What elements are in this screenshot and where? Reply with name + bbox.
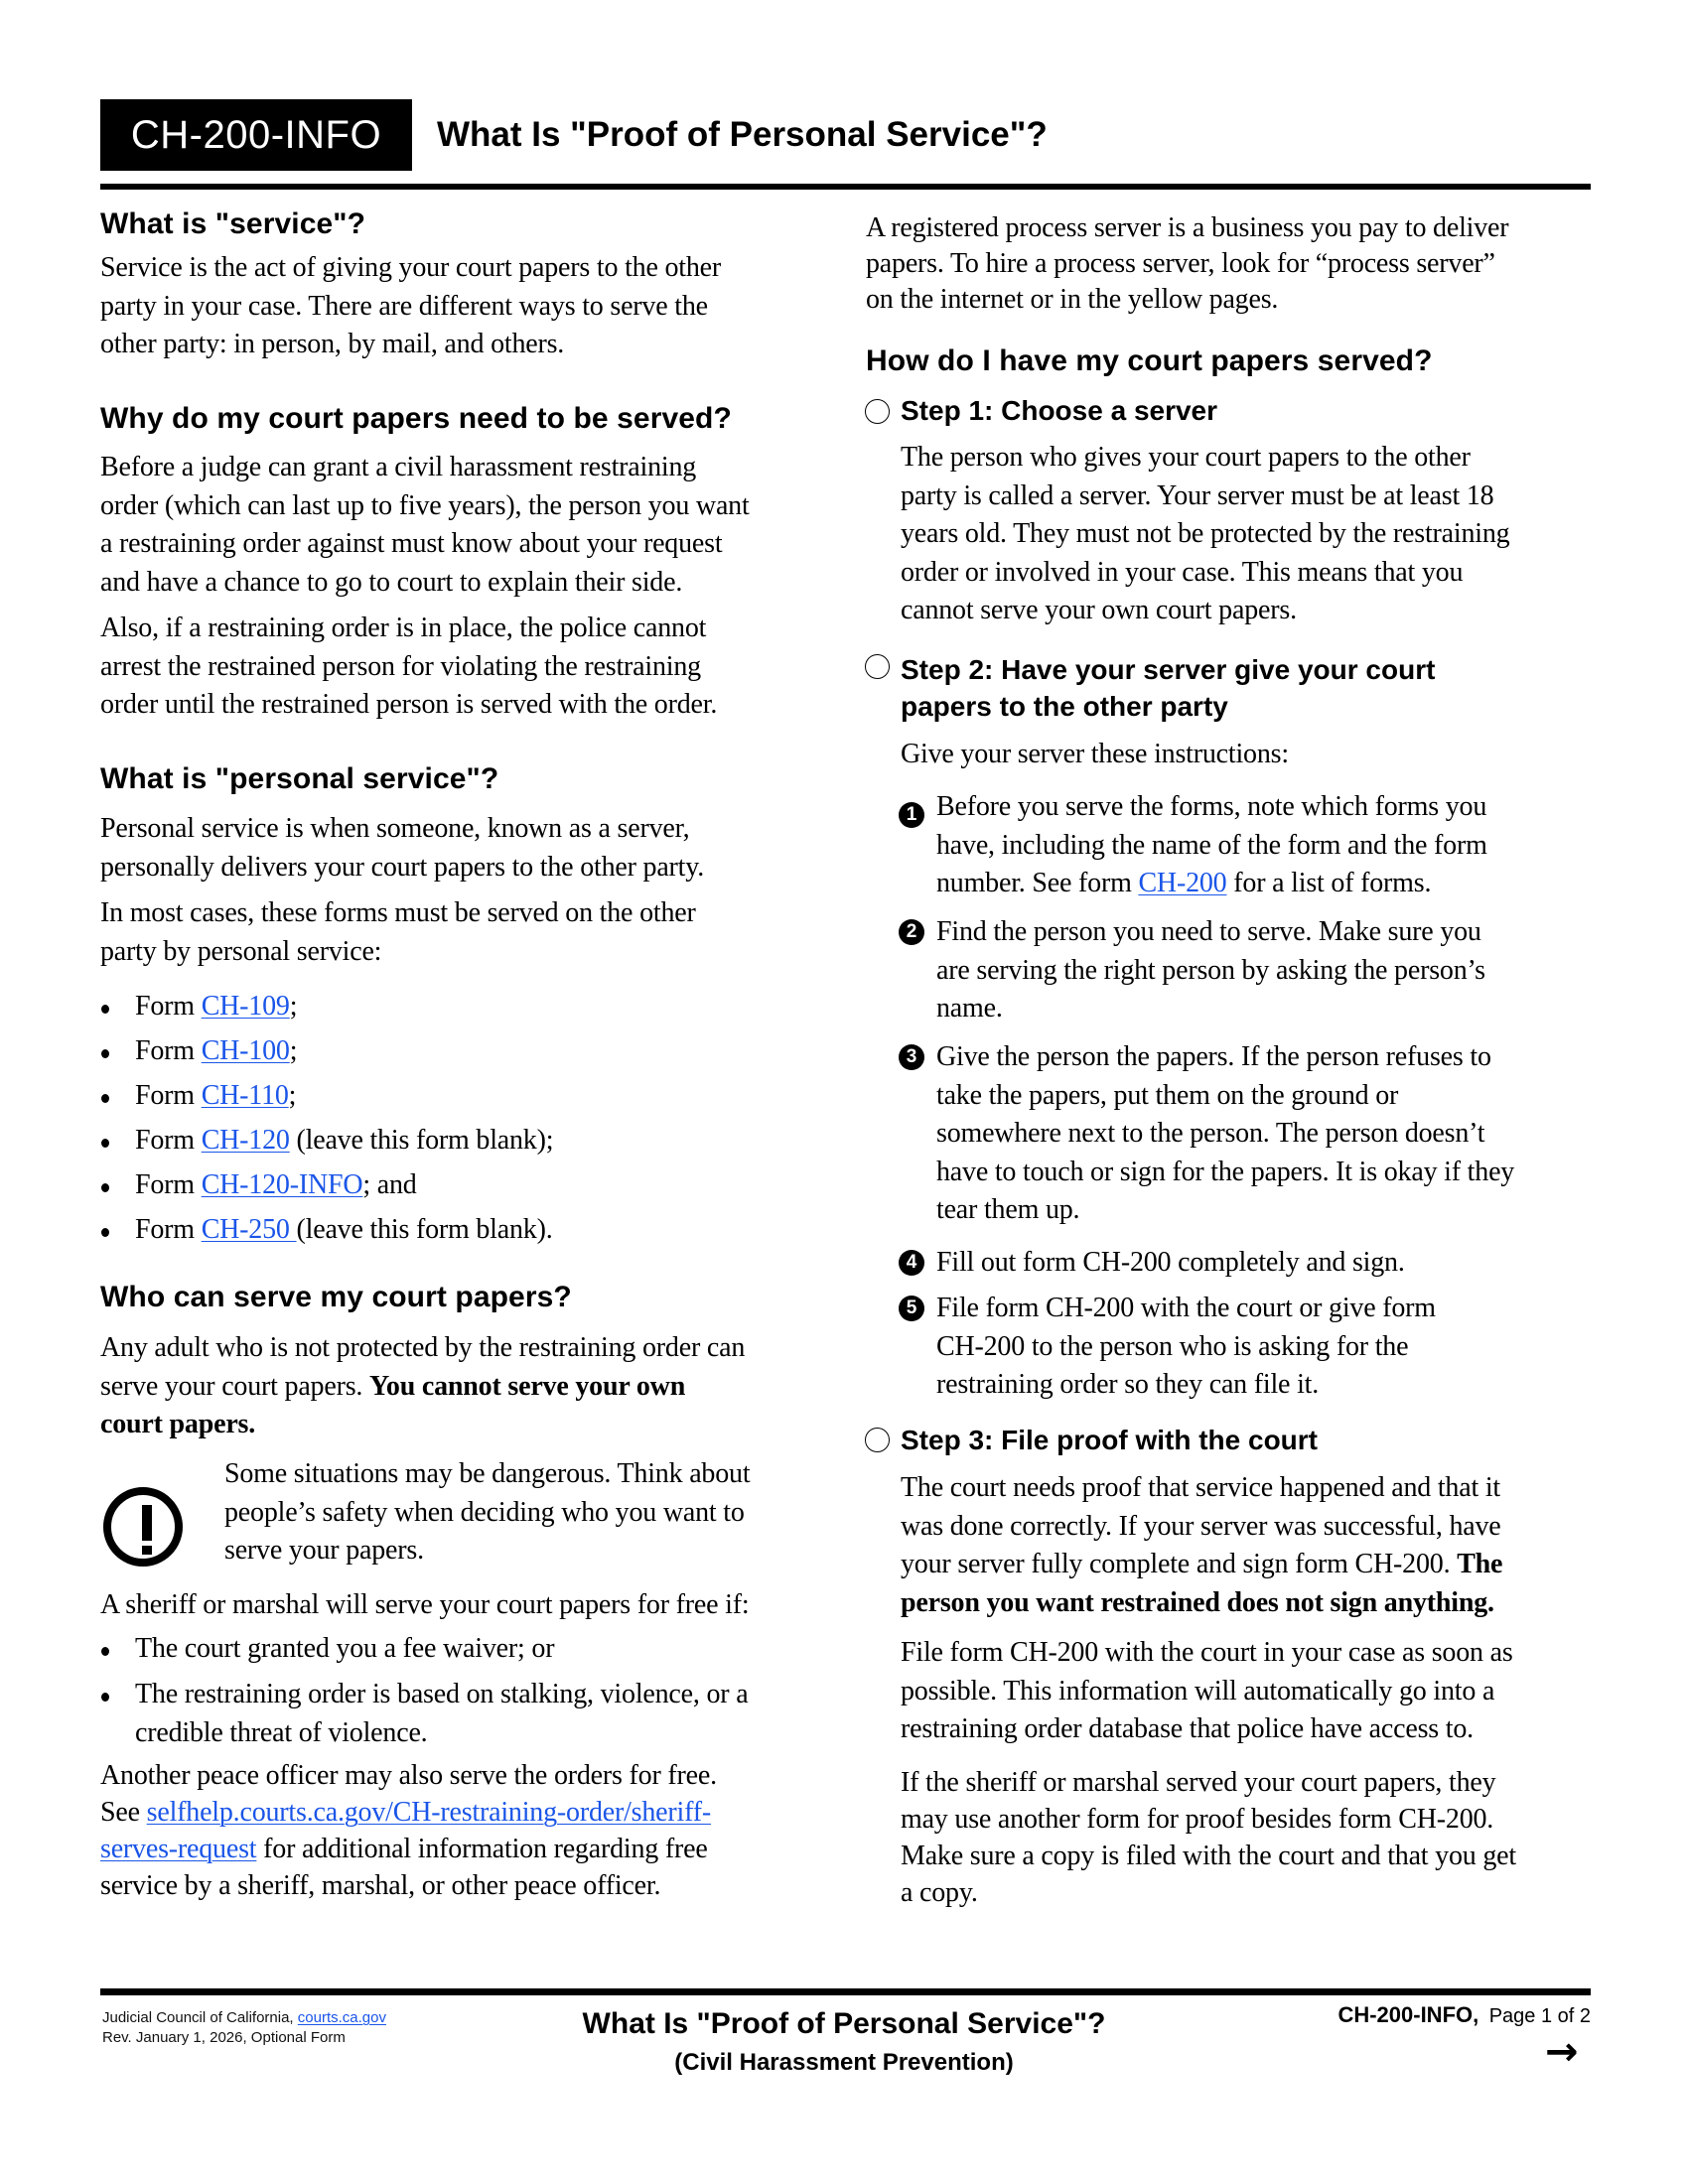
list-item-text: ; — [289, 1035, 298, 1066]
text-line: Before you serve the forms, note which forms you — [936, 791, 1487, 822]
text-line: name. — [936, 993, 1003, 1024]
heading-personal-service: What is "personal service"? — [100, 762, 499, 795]
text-line — [901, 1546, 1502, 1584]
text-line: and have a chance to go to court to explain their side. — [100, 566, 683, 598]
text-line: restraining order so they can file it. — [936, 1369, 1320, 1400]
text-line: may use another form for proof besides form CH-200. — [901, 1804, 1494, 1835]
list-item-text: (leave this form blank). — [296, 1214, 553, 1245]
step3-paragraph-1 — [901, 1469, 1502, 1622]
why-paragraph-1 — [100, 449, 750, 602]
number-2-icon: 2 — [899, 919, 924, 945]
text-line: personally delivers your court papers to the other party. — [100, 851, 705, 883]
text-plain: for a list of forms. — [1226, 868, 1432, 898]
link-ch-109[interactable]: CH-109 — [201, 991, 290, 1022]
text-line: order or involved in your case. This means that you — [901, 556, 1464, 588]
list-item-text: Form — [135, 991, 202, 1022]
text-line: take the papers, put them on the ground or — [936, 1079, 1399, 1111]
text-line: arrest the restrained person for violating the restraining — [100, 650, 701, 682]
step1-title: Step 1: Choose a server — [901, 395, 1218, 426]
text-line: Some situations may be dangerous. Think about — [224, 1458, 751, 1489]
list-item — [100, 988, 297, 1026]
step2-intro — [901, 736, 1289, 774]
text-line: cannot serve your own court papers. — [901, 595, 1297, 625]
instruction-4 — [936, 1244, 1405, 1283]
text-line: Any adult who is not protected by the restraining order can — [100, 1332, 746, 1363]
text-line: have, including the name of the form and the form — [936, 829, 1487, 861]
heading-what-is-service: What is "service"? — [100, 207, 366, 240]
footer-council — [102, 2008, 386, 2028]
link-ch-100[interactable]: CH-100 — [201, 1035, 290, 1066]
courts-ca-gov-link[interactable]: courts.ca.gov — [297, 2009, 386, 2026]
footer-subtitle: (Civil Harassment Prevention) — [674, 2049, 1014, 2076]
bullet-icon — [101, 1228, 109, 1237]
text-line: people’s safety when deciding who you want to — [224, 1496, 745, 1528]
footer-page-info — [1337, 2002, 1591, 2028]
list-item — [100, 1077, 296, 1116]
selfhelp-sheriff-link-cont[interactable]: serves-request — [100, 1834, 257, 1864]
warning-text — [224, 1455, 750, 1570]
list-item — [100, 1676, 748, 1752]
text-line — [901, 1584, 1502, 1623]
heading-why-served: Why do my court papers need to be served? — [100, 402, 732, 435]
text-line: order (which can last up to five years), the person you want — [100, 489, 750, 521]
bullet-icon — [101, 1049, 109, 1058]
text-line: years old. They must not be protected by the restraining — [901, 518, 1510, 549]
list-item — [100, 1211, 553, 1250]
text-line — [100, 1406, 745, 1444]
warning-exclamation-icon — [103, 1487, 183, 1567]
link-ch-200[interactable]: CH-200 — [1138, 868, 1227, 898]
page-number: Page 1 of 2 — [1488, 2005, 1591, 2027]
text-line: Before a judge can grant a civil harassment restraining — [100, 452, 697, 482]
text-line: service by a sheriff, marshal, or other peace officer. — [100, 1870, 661, 1901]
list-item — [100, 1166, 417, 1205]
list-item-text: ; and — [362, 1169, 417, 1200]
process-server-paragraph — [866, 210, 1508, 318]
number-1-icon: 1 — [899, 802, 924, 828]
text-plain: number. See form — [936, 868, 1139, 898]
text-line: CH-200 to the person who is asking for the — [936, 1330, 1409, 1362]
footer-title: What Is "Proof of Personal Service"? — [582, 2007, 1106, 2040]
link-ch-120[interactable]: CH-120 — [201, 1125, 290, 1156]
text-line: somewhere next to the person. The person doesn’t — [936, 1118, 1485, 1149]
personal-paragraph-2 — [100, 894, 696, 971]
text-line: have to touch or sign for the papers. It is okay if they — [936, 1156, 1515, 1187]
list-item-text: Form — [135, 1035, 202, 1066]
text-emphasis: The — [1457, 1549, 1503, 1579]
instruction-3 — [936, 1038, 1514, 1230]
step2-title — [901, 651, 1435, 725]
footer-form-id: CH-200-INFO, — [1337, 2002, 1479, 2027]
number-3-icon: 3 — [899, 1044, 924, 1070]
text-line — [100, 1368, 745, 1407]
text-plain: for additional information regarding free — [256, 1834, 708, 1864]
bullet-icon — [101, 1183, 109, 1192]
link-ch-250[interactable]: CH-250 — [201, 1214, 297, 1245]
step3-checkbox[interactable] — [865, 1428, 890, 1452]
bullet-icon — [101, 1005, 109, 1014]
text-line: Personal service is when someone, known as a server, — [100, 813, 690, 844]
number-4-icon: 4 — [899, 1250, 924, 1276]
list-item-text: (leave this form blank); — [289, 1125, 554, 1156]
list-item-text: Form — [135, 1169, 202, 1200]
list-item-text: The court granted you a fee waiver; or — [135, 1633, 555, 1664]
link-ch-110[interactable]: CH-110 — [201, 1080, 289, 1111]
text-line: a restraining order against must know about your request — [100, 528, 723, 559]
bullet-icon — [101, 1094, 109, 1103]
form-id-badge: CH-200-INFO — [100, 99, 412, 171]
text-line — [100, 1794, 717, 1831]
text-line: Step 2: Have your server give your court — [901, 654, 1436, 685]
step2-checkbox[interactable] — [865, 654, 890, 679]
text-plain: See — [100, 1797, 147, 1828]
personal-paragraph-1 — [100, 810, 704, 887]
selfhelp-sheriff-link[interactable]: selfhelp.courts.ca.gov/CH-restraining-order/sheriff- — [146, 1797, 711, 1828]
text-line: party by personal service: — [100, 935, 382, 967]
header-divider — [100, 184, 1591, 190]
bullet-icon — [101, 1647, 109, 1656]
instruction-1 — [936, 788, 1487, 903]
service-paragraph — [100, 249, 721, 364]
text-line: Make sure a copy is filed with the court and that you get — [901, 1841, 1516, 1871]
list-item-text: ; — [288, 1080, 297, 1111]
text-line: Also, if a restraining order is in place, the police cannot — [100, 613, 707, 643]
forms-list — [100, 988, 795, 1256]
link-ch-120-info[interactable]: CH-120-INFO — [201, 1169, 363, 1200]
text-plain: your server fully complete and sign form CH-200. — [901, 1549, 1458, 1579]
step3-paragraph-2 — [901, 1634, 1513, 1749]
list-item-text: The restraining order is based on stalking, violence, or a — [135, 1679, 749, 1709]
text-line: papers to the other party — [901, 691, 1228, 722]
number-5-icon: 5 — [899, 1296, 924, 1321]
text-line: In most cases, these forms must be served on the other — [100, 897, 696, 928]
text-line: Service is the act of giving your court papers to the other — [100, 252, 722, 283]
bullet-icon — [101, 1139, 109, 1148]
list-item — [100, 1032, 297, 1071]
text-line: The court needs proof that service happened and that it — [901, 1472, 1500, 1503]
text-line: Find the person you need to serve. Make sure you — [936, 916, 1481, 947]
list-item — [100, 1122, 553, 1160]
text-emphasis: court papers. — [100, 1409, 256, 1439]
text-line: Give your server these instructions: — [901, 739, 1289, 769]
why-paragraph-2 — [100, 610, 717, 725]
text-line: A registered process server is a business you pay to deliver — [866, 212, 1509, 243]
text-plain: Judicial Council of California, — [102, 2009, 298, 2026]
text-line — [100, 1831, 717, 1867]
list-item-text: Form — [135, 1125, 202, 1156]
heading-how-served: How do I have my court papers served? — [866, 344, 1433, 377]
text-line: other party: in person, by mail, and others. — [100, 329, 565, 359]
text-line: on the internet or in the yellow pages. — [866, 284, 1279, 315]
text-line: Fill out form CH-200 completely and sign. — [936, 1247, 1405, 1278]
instruction-5 — [936, 1290, 1436, 1405]
text-line: Another peace officer may also serve the orders for free. — [100, 1760, 717, 1791]
step3-paragraph-3 — [901, 1764, 1516, 1911]
heading-who-can-serve: Who can serve my court papers? — [100, 1281, 572, 1313]
text-line: party in your case. There are different ways to serve the — [100, 290, 708, 322]
text-line: order until the restrained person is served with the order. — [100, 689, 718, 720]
text-line: The person who gives your court papers to the other — [901, 442, 1471, 473]
text-line: restraining order database that police have access to. — [901, 1713, 1474, 1744]
footer-revision: Rev. January 1, 2026, Optional Form — [102, 2029, 346, 2046]
text-line: are serving the right person by asking the person’s — [936, 954, 1485, 986]
text-emphasis: You cannot serve your own — [369, 1370, 686, 1402]
text-line: possible. This information will automatically go into a — [901, 1675, 1495, 1706]
list-item-text: Form — [135, 1214, 202, 1245]
text-line: tear them up. — [936, 1194, 1080, 1225]
page-title: What Is "Proof of Personal Service"? — [437, 115, 1048, 154]
text-line: was done correctly. If your server was successful, have — [901, 1510, 1501, 1542]
text-emphasis: person you want restrained does not sign anything. — [901, 1586, 1494, 1618]
bullet-icon — [101, 1693, 109, 1702]
text-line: party is called a server. Your server must be at least 18 — [901, 479, 1494, 511]
step3-title: Step 3: File proof with the court — [901, 1425, 1318, 1455]
text-line: File form CH-200 with the court or give form — [936, 1293, 1436, 1323]
text-line — [936, 865, 1487, 903]
text-line: a copy. — [901, 1877, 978, 1908]
text-line: Give the person the papers. If the person refuses to — [936, 1041, 1491, 1072]
text-plain: serve your court papers. — [100, 1370, 370, 1402]
text-line: serve your papers. — [224, 1535, 424, 1566]
list-item-text: ; — [289, 991, 298, 1022]
list-item — [100, 1630, 554, 1669]
next-page-arrow-icon[interactable]: → — [1545, 2029, 1579, 2075]
list-item-text: credible threat of violence. — [135, 1716, 428, 1748]
text-line: If the sheriff or marshal served your court papers, they — [901, 1767, 1496, 1798]
step1-paragraph — [901, 439, 1509, 630]
text-line: File form CH-200 with the court in your case as soon as — [901, 1637, 1513, 1668]
peace-officer-paragraph — [100, 1757, 717, 1904]
list-item-text: Form — [135, 1080, 202, 1111]
sheriff-intro — [100, 1586, 749, 1625]
text-line: A sheriff or marshal will serve your court papers for free if: — [100, 1589, 750, 1620]
text-line: papers. To hire a process server, look for “process server” — [866, 248, 1495, 279]
step1-checkbox[interactable] — [865, 399, 890, 424]
who-paragraph — [100, 1329, 745, 1444]
instruction-2 — [936, 913, 1485, 1028]
